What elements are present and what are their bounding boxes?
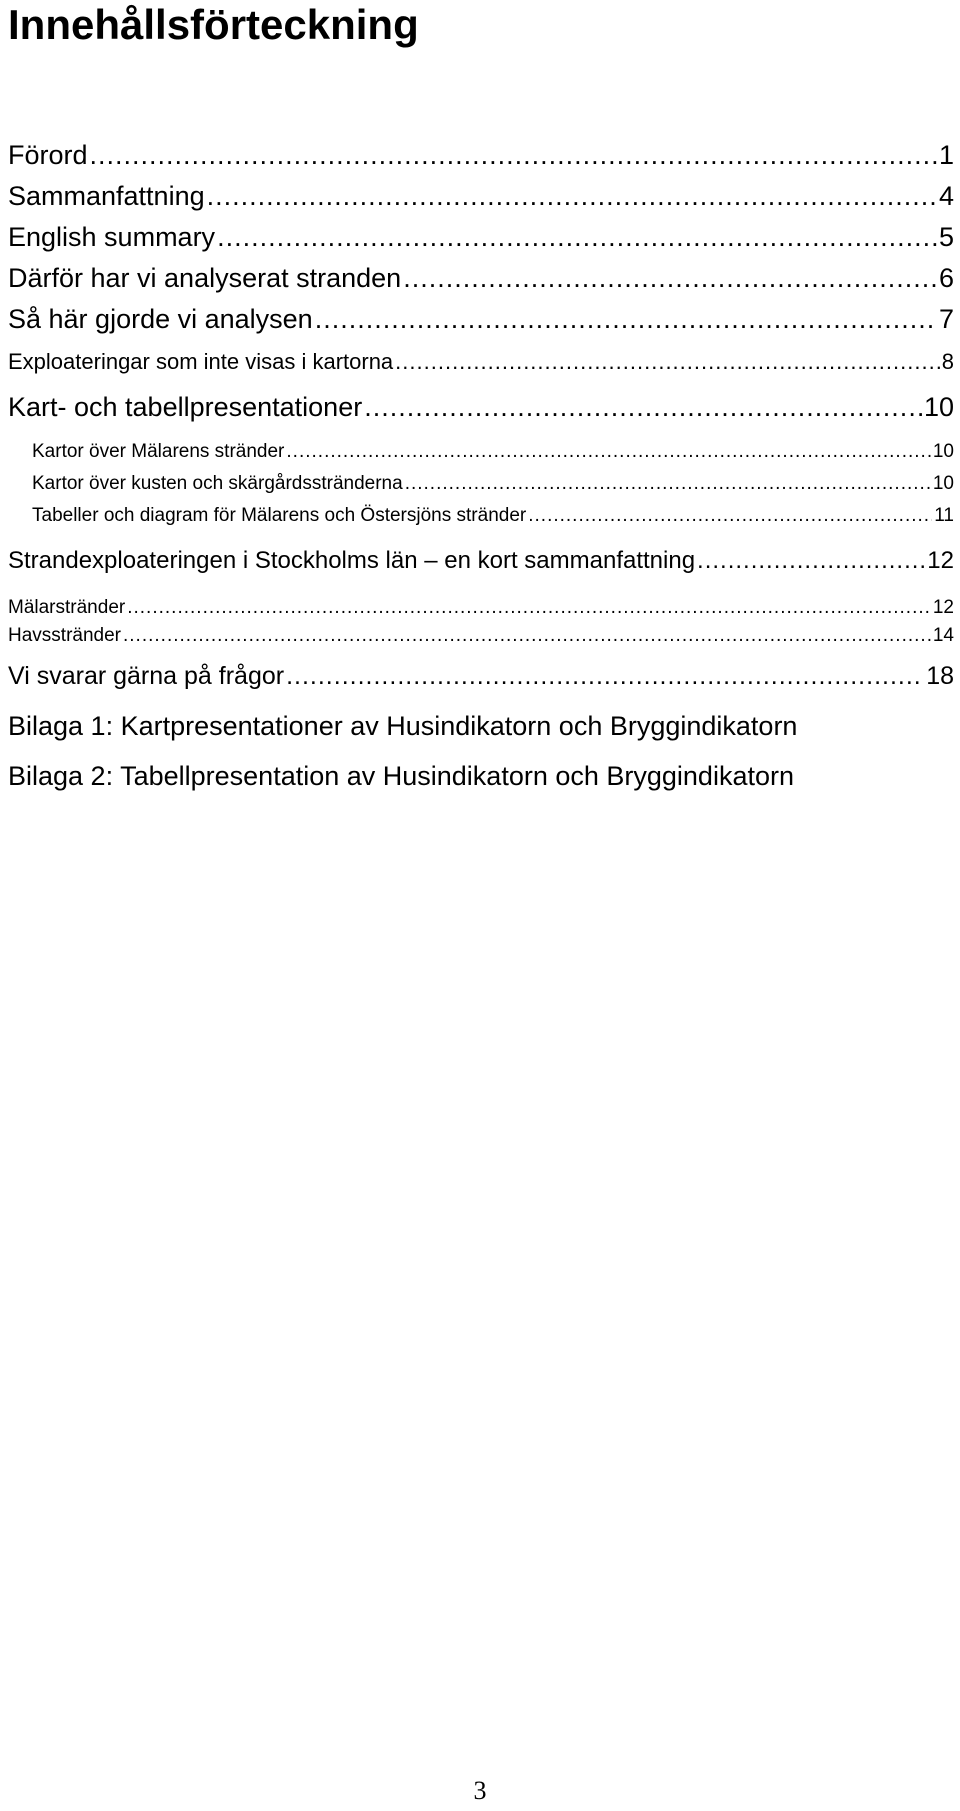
toc-entry-kartor-malaren[interactable] [8,440,954,464]
toc-entry-page: 12 [927,547,954,574]
toc-entry-sa-har-gjorde[interactable] [8,302,954,336]
toc-entry-page: 11 [934,505,954,526]
toc-entry-bilaga-2[interactable] [8,759,954,793]
toc-entry-exploateringar[interactable] [8,348,954,376]
toc-leader-dots [217,220,937,254]
toc-leader-dots [403,261,937,295]
toc-entry-title: Bilaga 2: Tabellpresentation av Husindikatorn och Bryggindikatorn [8,761,794,791]
toc-leader-dots [207,179,937,213]
toc-entry-page: 5 [938,222,954,252]
toc-entry-title: Tabeller och diagram för Mälarens och Östersjöns stränder [32,505,527,526]
page-title: Innehållsförteckning [8,1,419,48]
page-number: 3 [473,1776,487,1805]
toc-entry-page: 14 [932,625,954,646]
toc-entry-title: Strandexploateringen i Stockholms län – en kort sammanfattning [8,547,696,574]
toc-leader-dots [395,348,940,376]
toc-entry-kartor-kusten[interactable] [8,472,954,496]
toc-entry-page: 8 [941,349,954,374]
toc-entry-bilaga-1[interactable] [8,709,954,743]
toc-entry-page: 12 [932,597,954,618]
toc-entry-darfor[interactable] [8,261,954,295]
toc-entry-tabeller-och-diagram[interactable] [8,504,954,528]
toc-entry-title: Därför har vi analyserat stranden [8,263,402,293]
toc-leader-dots [286,660,924,692]
toc-entry-malarstrander[interactable] [8,596,954,620]
toc-entry-title: Mälarstränder [8,597,126,618]
toc-entry-title: Förord [8,140,88,170]
toc-entry-page: 7 [938,304,954,334]
toc-entry-page: 4 [938,181,954,211]
toc-entry-title: Bilaga 1: Kartpresentationer av Husindikatorn och Bryggindikatorn [8,711,798,741]
toc-entry-title: Kartor över kusten och skärgårdsstränderna [32,473,403,494]
toc-leader-dots [286,440,930,464]
toc-entry-title: Kartor över Mälarens stränder [32,441,285,462]
toc-entry-title: Kart- och tabellpresentationer [8,392,363,422]
toc-entry-page: 6 [938,263,954,293]
toc-entry-title: Exploateringar som inte visas i kartorna [8,349,394,374]
toc-entry-kart-och-tabell[interactable] [8,390,954,424]
toc-entry-page: 10 [932,441,954,462]
toc-entry-title: Sammanfattning [8,181,205,211]
toc-entry-title: English summary [8,222,216,252]
toc-leader-dots [405,472,931,496]
toc-leader-dots [528,504,932,528]
toc-leader-dots [697,546,925,576]
toc-leader-dots [90,138,937,172]
toc-leader-dots [364,390,922,424]
toc-leader-dots [123,624,931,648]
toc-entry-title: Så här gjorde vi analysen [8,304,313,334]
toc-entry-page: 18 [926,662,954,690]
toc-leader-dots [315,302,937,336]
toc-entry-page: 10 [923,392,954,422]
toc-entry-sammanfattning[interactable] [8,179,954,213]
toc-entry-vi-svarar[interactable] [8,660,954,692]
toc-entry-title: Vi svarar gärna på frågor [8,662,285,690]
toc-leader-dots [127,596,931,620]
toc-entry-page: 10 [932,473,954,494]
toc-entry-page: 1 [938,140,954,170]
toc-entry-forord[interactable] [8,138,954,172]
toc-entry-english-summary[interactable] [8,220,954,254]
toc-entry-title: Havsstränder [8,625,121,646]
toc-entry-strandexploateringen[interactable] [8,546,954,576]
toc-entry-havsstrander[interactable] [8,624,954,648]
